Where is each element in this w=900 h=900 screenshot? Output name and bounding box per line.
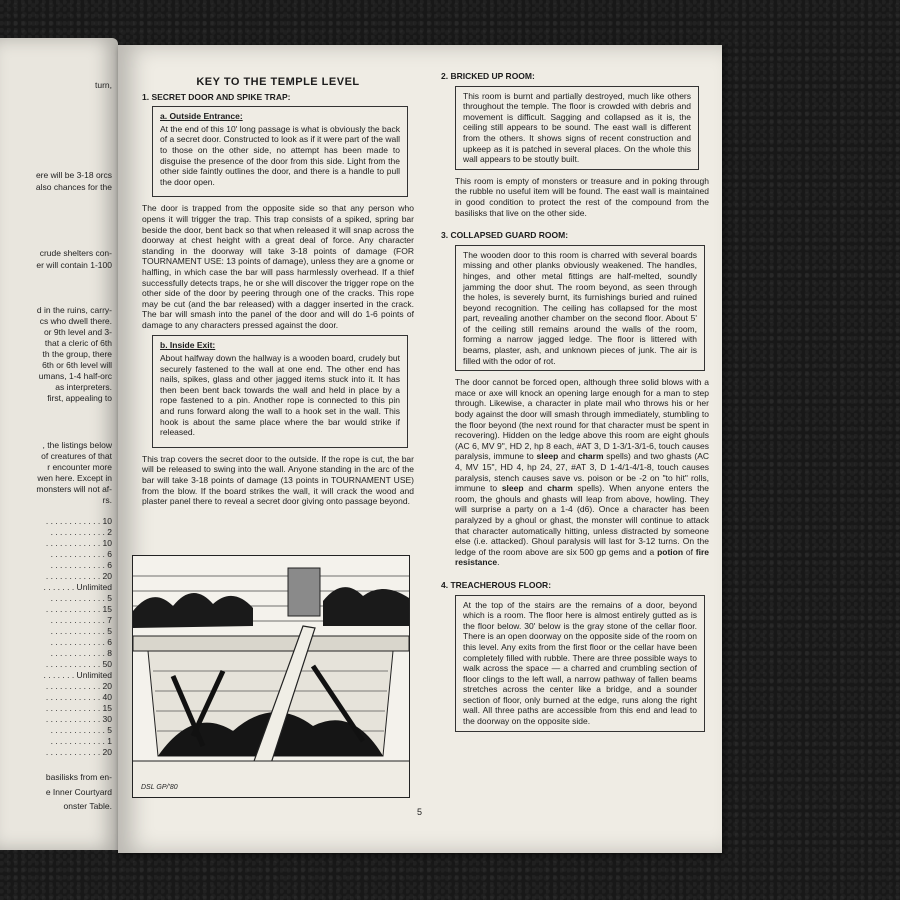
- left-page-line: as interpreters.: [55, 382, 112, 392]
- left-page-line: e Inner Courtyard: [45, 787, 112, 797]
- and-text: and: [523, 483, 548, 494]
- left-page-count: . . . . . . . . . . . . 10: [45, 538, 112, 548]
- section-3-box-text: The wooden door to this room is charred with several boards missing and other planks obviously weakened. The handles, hinges, and other metal fittings are half-melted, soundly jamming the door shut. The room beyond, as seen through the holes, is severely burnt, its furnishings buried and ruined beyond recognition. The ceiling has collapsed for the most part, revealing another chamber on the second floor. About 5' of the ceiling still remains around the walls of the room, forming a narrow jagged ledge. The floor is littered with beams, plaster, ash, and unknown pieces of junk. The air is filled with the odor of rot.: [463, 249, 697, 366]
- section-1-body: The door is trapped from the opposite side so that any person who opens it will trigger the trap. This trap consists of a spiked, spring bar beside the door, bent back so that when released it will snap across the doorway at chest height with a great deal of force. Any character standing in the doorway will take 3-18 points of damage (FOR TOURNAMENT USE: 13 points of damage), unless they are a gnome or halfling, in which case the bar will pass harmlessly overhead. If a thief successfully detects traps, he or she will discover the trigger rope on the other side of the door by peering through one of the cracks. This rope may be cut (and the bar released) with a dagger inserted in the crack. The bar will smash into the panel of the door and will do 1-6 points of damage to any characters pressed against the door.: [142, 203, 414, 330]
- left-page-count: . . . . . . . . . . . . 5: [50, 626, 112, 636]
- left-page-count: . . . . . . . . . . . . 5: [50, 593, 112, 603]
- left-page-count: . . . . . . . . . . . . 15: [45, 703, 112, 713]
- section-1-title: 1. SECRET DOOR AND SPIKE TRAP:: [142, 91, 291, 102]
- left-page-count: . . . . . . . . . . . . 50: [45, 659, 112, 669]
- section-4-title: 4. TREACHEROUS FLOOR:: [441, 579, 552, 590]
- left-page-count: . . . . . . . . . . . . 8: [50, 648, 112, 658]
- charm-keyword: charm: [578, 451, 604, 462]
- booklet-page: [118, 45, 722, 853]
- left-page-line: crude shelters con-: [39, 248, 112, 258]
- left-page-count: . . . . . . . Unlimited: [43, 582, 112, 592]
- section-2-box-text: This room is burnt and partially destroyed, much like others throughout the temple. The floor is crowded with debris and movement is difficult. Sagging and collapsed as it is, the ceiling still appears to be sound. The east wall is different from the others. It shows signs of recent construction and upkeep as it is patched in several places. On the whole this wall appears to be stoutly built.: [463, 90, 691, 165]
- section-4-box-text: At the top of the stairs are the remains of a door, beyond which is a room. The floor here is almost entirely gutted as is the floor below. 30' below is the gray stone of the cellar floor. There is an open doorway on the opposite side of the room on this level. Any exits from the first floor or the cellar have been completely filled with rubble. There are three possible ways to walk across the space — a charred and crumbling section of floor clings to the left wall, a narrow pathway of fallen beams stretches across the center like a bridge, and a sounder section of floor, only burned at the edge, runs along the right wall. All three paths are accessible from this end and lead to the doorway on the opposite side.: [463, 599, 697, 727]
- potion-keyword: potion: [657, 546, 684, 557]
- left-page-count: . . . . . . . . . . . . 20: [45, 681, 112, 691]
- period-text: .: [497, 557, 500, 568]
- section-3-text-c: spells). When anyone enters the room, the ghouls and ghasts will leap from above, howling. They will surprise a party on a 1-4 (d6). Once a character has been paralyzed by a ghoul or ghast, the monster will continue to attack that character automatically hitting, unless distracted by someone else (i.e. attacked). Ghoul paralysis will last for 3-12 turns. On the ledge of the room above are six 500 gp gems and a: [455, 483, 709, 557]
- left-page-count: . . . . . . . . . . . . 20: [45, 747, 112, 757]
- left-page-line: first, appealing to: [47, 393, 112, 403]
- left-page-line: or 9th level and 3-: [43, 327, 112, 337]
- section-1-body-2: This trap covers the secret door to the outside. If the rope is cut, the bar will be released to swing into the wall. Anyone standing in the arc of the bar will take 3-18 points of damage (13 points in TOURNAMENT USE) from the blow. If the board strikes the wall, it will crack the wood and plaster panel there to reveal a secret door giving onto passage beyond.: [142, 453, 414, 507]
- illustration-signature: DSL GP/'80: [141, 784, 178, 791]
- left-page-count: . . . . . . . . . . . . 2: [50, 527, 112, 537]
- left-page-line: , the listings below: [42, 440, 112, 450]
- left-page-count: . . . . . . . . . . . . 5: [50, 725, 112, 735]
- left-facing-page: [0, 38, 118, 850]
- left-page-count: . . . . . . . . . . . . 7: [50, 615, 112, 625]
- section-1b-title: b. Inside Exit:: [160, 340, 216, 351]
- left-page-line: er will contain 1-100: [36, 260, 112, 270]
- section-3-text-a: The door cannot be forced open, although three solid blows with a mace or axe will knock an opening large enough for a man to step through. Likewise, a character in plate mail who throws his or her body against the door will smash through immediately, stumbling to the floor beyond (the next round for that character must be spent in recovering). Hidden on the ledge above this room are eight ghouls (AC 6, MV 9", HD 2, hp 8 each, #AT 3, D 1-3/1-3/1-6, touch causes paralysis, immune to: [455, 377, 709, 462]
- section-1a-title: a. Outside Entrance:: [160, 111, 243, 122]
- left-page-count: . . . . . . . . . . . . 15: [45, 604, 112, 614]
- left-page-line: also chances for the: [35, 182, 112, 192]
- sleep-keyword: sleep: [536, 451, 559, 462]
- section-1a-box: [152, 106, 408, 197]
- illustration-drawing: [133, 556, 409, 797]
- left-page-line: th the group, there: [42, 349, 112, 359]
- section-2-body: This room is empty of monsters or treasure and in poking through the rubble no useful item will be found. The east wall is maintained in good condition to protect the rest of the compound from the basilisks that live on the other side.: [455, 175, 709, 218]
- left-page-line: d in the ruins, carry-: [36, 305, 112, 315]
- left-page-line: wen here. Except in: [37, 473, 112, 483]
- left-page-count: . . . . . . . . . . . . 6: [50, 549, 112, 559]
- left-page-line: r encounter more: [47, 462, 112, 472]
- section-1a-text: At the end of this 10' long passage is what is obviously the back of a secret door. Constructed to look as if it were part of the wall to those on the other side, no attempt has been made to disguise the presence of the door from this side. Light from the other side faintly outlines the door, and there is a handle to pull the door open.: [160, 123, 400, 187]
- pit-room-illustration: [132, 555, 410, 798]
- left-page-line: 6th or 6th level will: [42, 360, 112, 370]
- section-3-text-b: spells) and two ghasts (AC 4, MV 15", HD 4, hp 24, 27, #AT 3, D 1-4/1-4/1-8, touch causes paralysis, stench causes save vs. poison or be -2 on "to hit" rolls, immune to: [455, 451, 710, 494]
- sleep-keyword: sleep: [501, 483, 524, 494]
- page-title: KEY TO THE TEMPLE LEVEL: [196, 76, 360, 88]
- of-text: of: [683, 546, 696, 557]
- page-number: 5: [417, 807, 423, 817]
- left-page-count: . . . . . . . . . . . . 1: [50, 736, 112, 746]
- left-page-count: . . . . . . . Unlimited: [43, 670, 112, 680]
- charm-keyword: charm: [547, 483, 573, 494]
- left-page-line: ere will be 3-18 orcs: [35, 170, 112, 180]
- and-text: and: [558, 451, 578, 462]
- left-page-line: rs.: [102, 495, 112, 505]
- right-column: [441, 71, 709, 738]
- left-page-line: cs who dwell there.: [39, 316, 112, 326]
- section-1b-text: About halfway down the hallway is a wooden board, crudely but securely fastened to the wall at one end. The other end has nails, spikes, glass and other jagged items stuck into it. It has then been bent back towards the wall and held in place by a rope fastened to a pin. Another rope is connected to this pin and runs forward along the wall to a hook set in the wall. This hook is about the same place where the bar would strike if released.: [160, 353, 400, 438]
- section-3-title: 3. COLLAPSED GUARD ROOM:: [441, 230, 569, 241]
- left-page-line: that a cleric of 6th: [44, 338, 112, 348]
- section-3-box: [455, 245, 705, 372]
- fire-resistance-keyword: fire resistance: [455, 546, 709, 568]
- section-1b-box: [152, 335, 408, 447]
- left-page-count: . . . . . . . . . . . . 10: [45, 516, 112, 526]
- left-page-line: basilisks from en-: [45, 772, 112, 782]
- section-4-box: [455, 595, 705, 732]
- left-page-count: . . . . . . . . . . . . 30: [45, 714, 112, 724]
- left-page-count: . . . . . . . . . . . . 20: [45, 571, 112, 581]
- section-2-title: 2. BRICKED UP ROOM:: [441, 71, 535, 81]
- left-column: [142, 77, 414, 512]
- left-page-line: of creatures of that: [41, 451, 112, 461]
- left-page-line: turn,: [94, 80, 112, 90]
- section-2-box: [455, 86, 699, 170]
- left-page-line: umans, 1-4 half-orc: [38, 371, 112, 381]
- left-page-count: . . . . . . . . . . . . 6: [50, 560, 112, 570]
- left-page-count: . . . . . . . . . . . . 40: [45, 692, 112, 702]
- left-page-line: monsters will not af-: [36, 484, 112, 494]
- left-page-count: . . . . . . . . . . . . 6: [50, 637, 112, 647]
- left-page-line: onster Table.: [63, 801, 112, 811]
- section-3-body: [455, 377, 709, 568]
